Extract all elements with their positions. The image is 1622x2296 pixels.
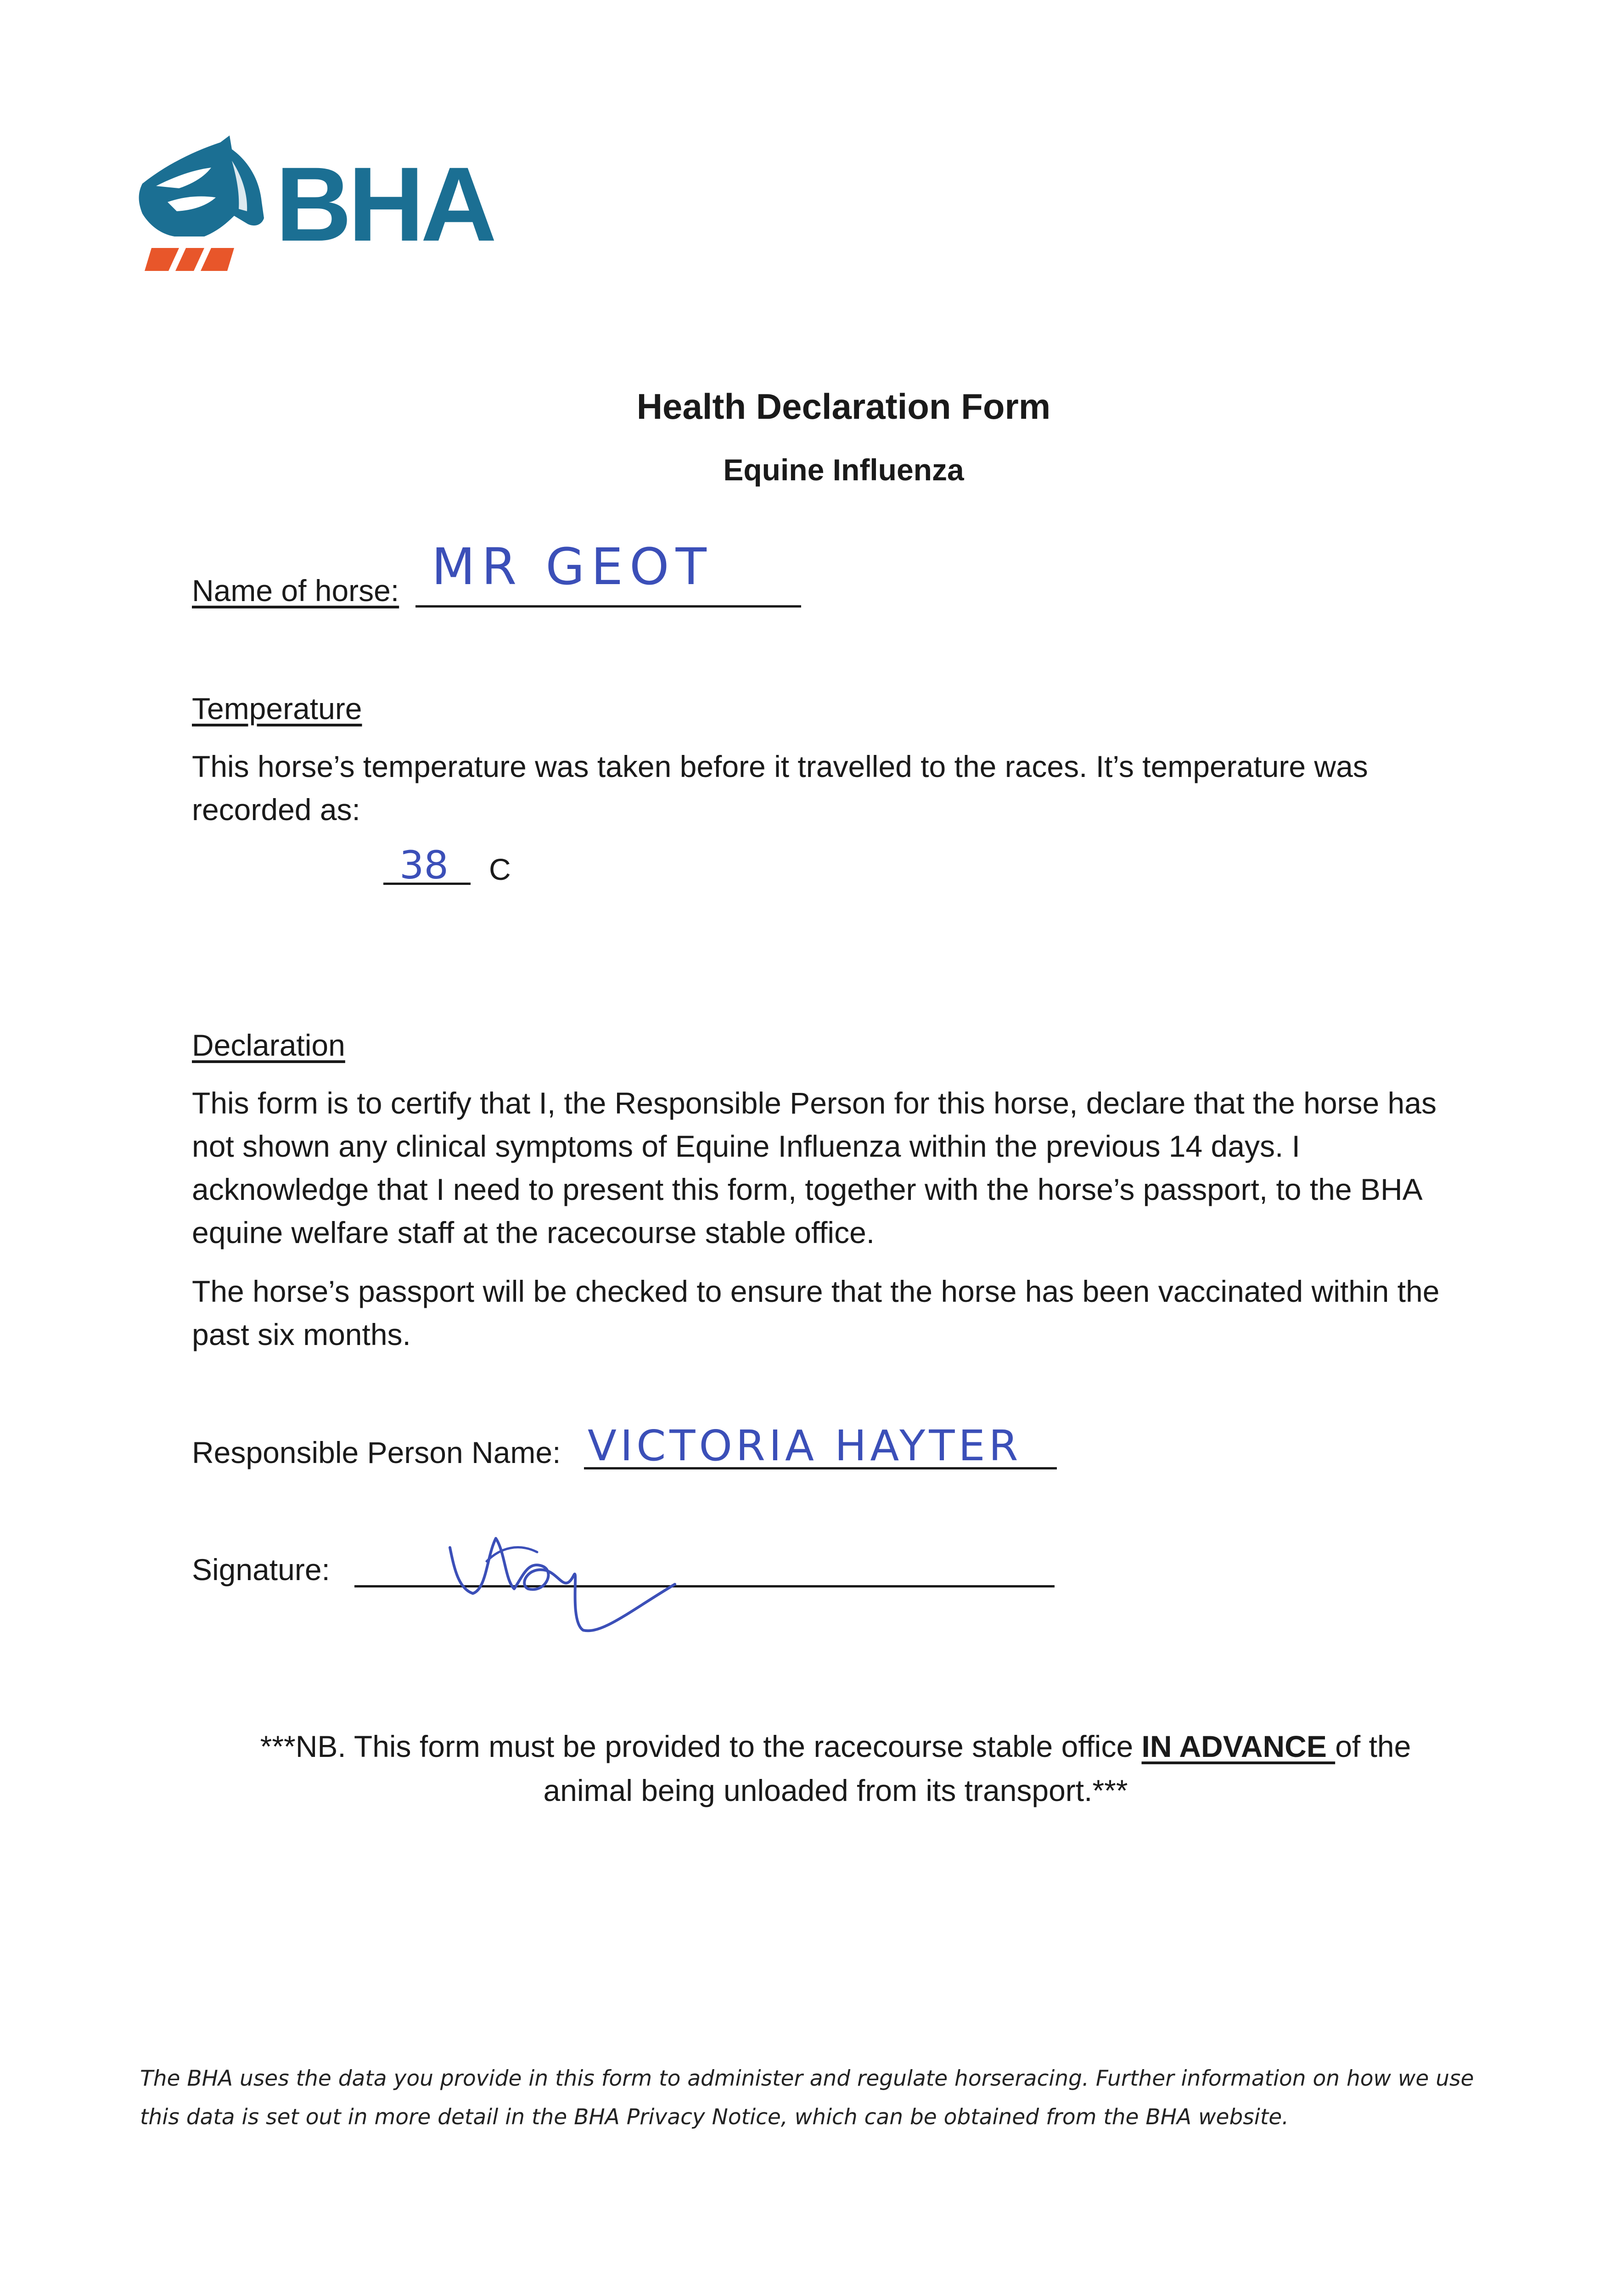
temperature-value[interactable]: 38 bbox=[399, 843, 449, 888]
declaration-paragraph-1: This form is to certify that I, the Responsible Person for this horse, declare that the horse has not shown any clinical symptoms of Equine Influenza within the previous 14 days. I acknowledge that I need to present this form, together with the horse’s passport, to the BHA equine welfare staff at the racecourse stable office. bbox=[192, 1086, 1437, 1249]
notice-text-before: ***NB. This form must be provided to the racecourse stable office bbox=[260, 1729, 1142, 1763]
horse-name-value[interactable]: MR GEOT bbox=[432, 537, 713, 596]
temperature-text: This horse’s temperature was taken before it travelled to the races. It’s temperature was recorded as: bbox=[192, 749, 1368, 827]
horse-head-icon bbox=[124, 133, 275, 285]
temperature-unit: C bbox=[489, 852, 511, 886]
responsible-person-label: Responsible Person Name: bbox=[192, 1435, 561, 1469]
logo-text: BHA bbox=[275, 145, 494, 263]
form-subtitle: Equine Influenza bbox=[723, 453, 964, 487]
handwritten-signature[interactable] bbox=[436, 1520, 693, 1639]
declaration-heading: Declaration bbox=[192, 1028, 345, 1062]
horse-name-line bbox=[415, 605, 801, 608]
notice-emphasis: IN ADVANCE bbox=[1141, 1729, 1336, 1763]
declaration-paragraph-2: The horse’s passport will be checked to ensure that the horse has been vaccinated within the past six months. bbox=[192, 1274, 1440, 1351]
responsible-person-value[interactable]: VICTORIA HAYTER bbox=[588, 1421, 1022, 1470]
signature-label: Signature: bbox=[192, 1553, 330, 1587]
temperature-line bbox=[383, 883, 471, 885]
form-title: Health Declaration Form bbox=[636, 386, 1051, 427]
horse-name-label: Name of horse: bbox=[192, 574, 399, 608]
notice-text bbox=[216, 1724, 1455, 1812]
temperature-heading: Temperature bbox=[192, 692, 362, 726]
notice-text-after: of the animal being unloaded from its transport.*** bbox=[543, 1729, 1411, 1807]
privacy-footer: The BHA uses the data you provide in this form to administer and regulate horseracing. Further information on how we use this data is set out in more detail in the BHA Privacy Notice, which can be obtained from the BHA website. bbox=[140, 2066, 1474, 2130]
bha-logo bbox=[124, 133, 494, 285]
